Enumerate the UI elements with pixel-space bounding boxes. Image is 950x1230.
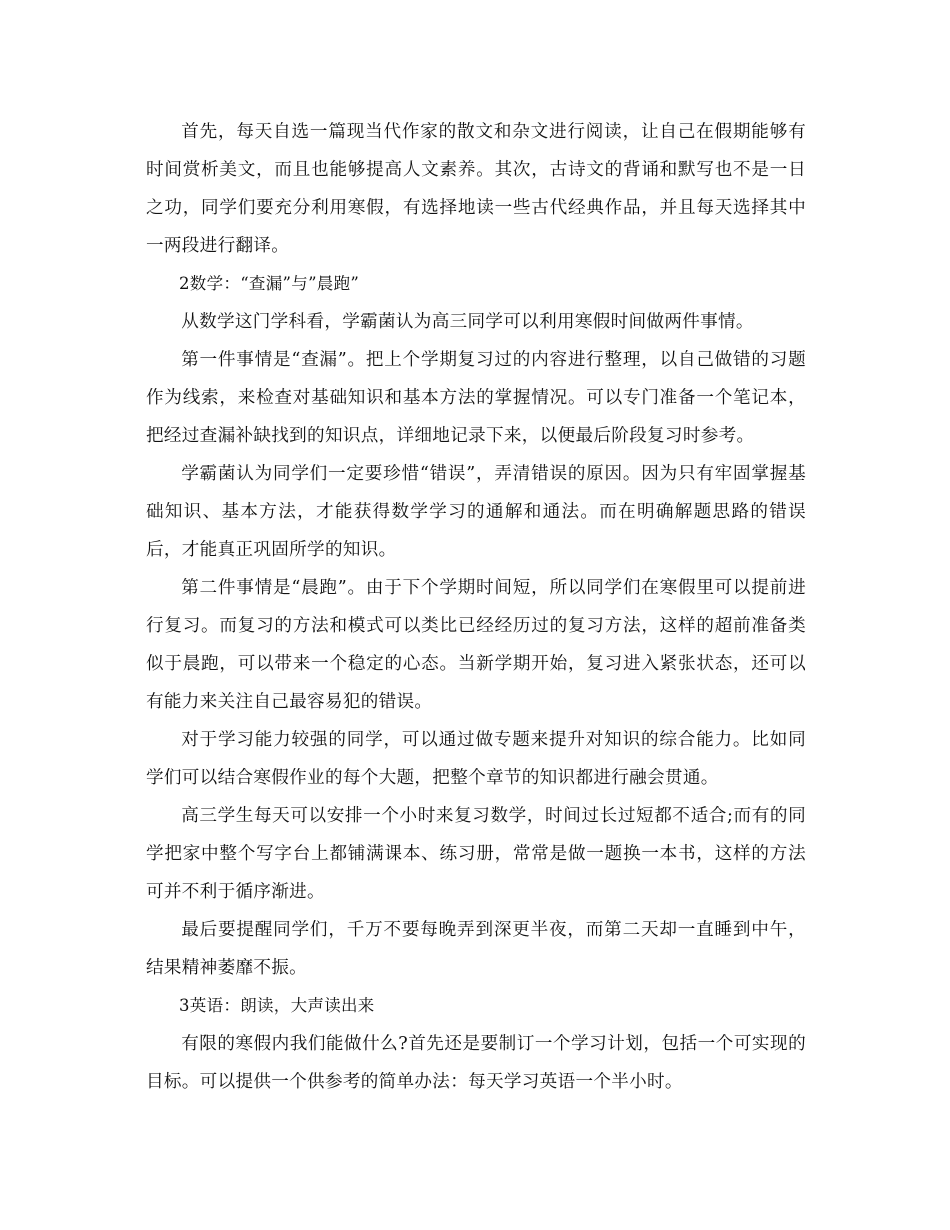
paragraph-reminder: 最后要提醒同学们，千万不要每晚弄到深更半夜，而第二天却一直睡到中午，结果精神萎靡不振。 (146, 920, 806, 978)
paragraph-daily-schedule: 高三学生每天可以安排一个小时来复习数学，时间过长过短都不适合;而有的同学把家中整个写字台上都铺满课本、练习册，常常是做一题换一本书，这样的方法可并不利于循序渐进。 (146, 806, 806, 902)
document-body (146, 113, 806, 1101)
section-heading-math: 2数学：“查漏”与”晨跑” (179, 274, 360, 293)
paragraph-reading-plan: 首先，每天自选一篇现当代作家的散文和杂文进行阅读，让自己在假期能够有时间赏析美文，而且也能够提高人文素养。其次，古诗文的背诵和默写也不是一日之功，同学们要充分利用寒假，有选择地读一些古代经典作品，并且每天选择其中一两段进行翻译。 (146, 122, 806, 256)
paragraph-morning-run: 第二件事情是“晨跑”。由于下个学期时间短，所以同学们在寒假里可以提前进行复习。而复习的方法和模式可以类比已经经历过的复习方法，这样的超前准备类似于晨跑，可以带来一个稳定的心态。当新学期开始，复习进入紧张状态，还可以有能力来关注自己最容易犯的错误。 (146, 578, 806, 712)
paragraph-math-intro: 从数学这门学科看，学霸菌认为高三同学可以利用寒假时间做两件事情。 (181, 312, 754, 332)
paragraph-english-plan: 有限的寒假内我们能做什么?首先还是要制订一个学习计划，包括一个可实现的目标。可以提供一个供参考的简单办法：每天学习英语一个半小时。 (146, 1034, 806, 1092)
paragraph-check-gaps: 第一件事情是“查漏”。把上个学期复习过的内容进行整理，以自己做错的习题作为线索，来检查对基础知识和基本方法的掌握情况。可以专门准备一个笔记本，把经过查漏补缺找到的知识点，详细地记录下来，以便最后阶段复习时参考。 (146, 350, 806, 446)
section-heading-english: 3英语：朗读，大声读出来 (179, 996, 375, 1015)
paragraph-value-mistakes: 学霸菌认为同学们一定要珍惜“错误”，弄清错误的原因。因为只有牢固掌握基础知识、基本方法，才能获得数学学习的通解和通法。而在明确解题思路的错误后，才能真正巩固所学的知识。 (146, 464, 806, 560)
paragraph-strong-students: 对于学习能力较强的同学，可以通过做专题来提升对知识的综合能力。比如同学们可以结合寒假作业的每个大题，把整个章节的知识都进行融会贯通。 (146, 730, 806, 788)
